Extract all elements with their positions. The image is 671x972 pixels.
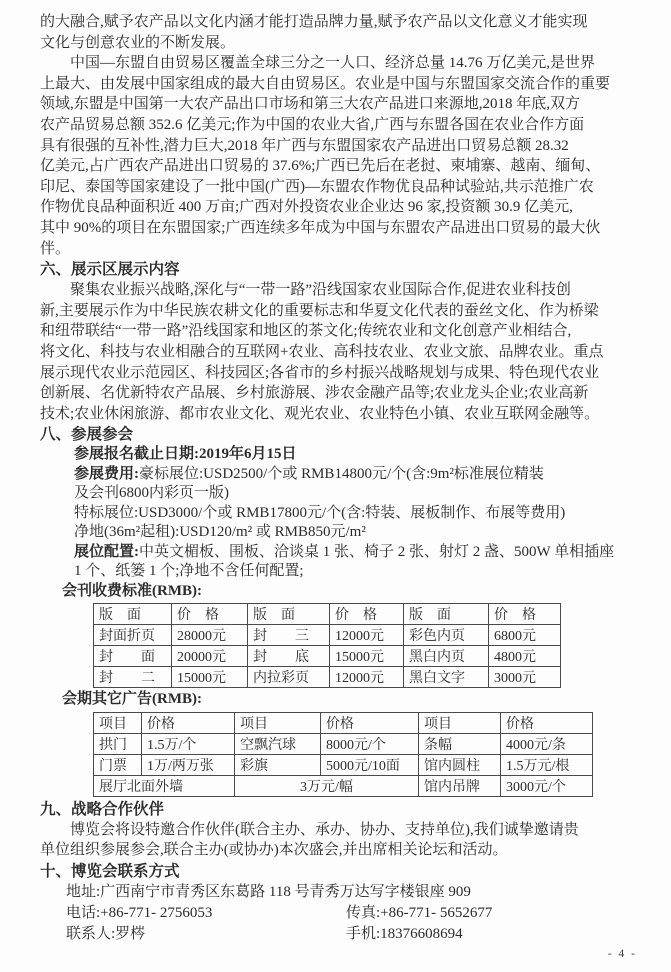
journal-table-title: 会刊收费标准(RMB):: [62, 582, 202, 599]
fax-label: 传真:+86-771- 5652677: [346, 904, 493, 921]
text-line: 农产品贸易总额 352.6 亿美元;作为中国的农业大省,广西与东盟各国在农业合作方面: [40, 116, 585, 133]
table-cell: 门票: [94, 754, 142, 775]
table-cell: 空飘汽球: [235, 733, 321, 754]
table-cell: 5000元/10面: [321, 754, 419, 775]
table-cell: 1.5万元/根: [501, 754, 593, 775]
table-header-row: [94, 712, 593, 733]
table-header-cell: 价格: [501, 712, 593, 733]
text-line: 具有很强的互补性,潜力巨大,2018 年广西与东盟国家农产品进出口贸易总额 28.32: [40, 137, 569, 154]
table-cell: 封 面: [94, 646, 172, 667]
table-cell: 馆内圆柱: [419, 754, 501, 775]
text-line: 展位配置:中英文楣板、围板、洽谈桌 1 张、椅子 2 张、射灯 2 盏、500W 单相插座: [74, 543, 615, 560]
table-cell: 黑白内页: [404, 646, 489, 667]
table-row: [94, 646, 561, 667]
table-cell: 15000元: [172, 667, 248, 688]
table-header-row: [94, 604, 561, 625]
contact-mobile-row: [66, 924, 633, 945]
table-cell: 拱门: [94, 733, 142, 754]
table-header-cell: 版 面: [94, 604, 172, 625]
table-cell: 4000元/条: [501, 733, 593, 754]
text-line: 创新展、名优新特农产品展、乡村旅游展、涉农金融产品等;农业龙头企业;农业高新: [40, 385, 589, 402]
table-cell: 12000元: [330, 625, 404, 646]
text-line: 参展费用:豪标展位:USD2500/个或 RMB14800元/个(含:9m²标准展位精装: [74, 465, 544, 482]
table-cell: 4800元: [489, 646, 561, 667]
text-line: 及会刊6800内彩页一版): [74, 485, 229, 502]
ads-price-table: [93, 712, 593, 797]
text-line: 中国—东盟自由贸易区覆盖全球三分之一人口、经济总量 14.76 万亿美元,是世界: [40, 55, 596, 72]
text-line: 的大融合,赋予农产品以文化内涵才能打造品牌力量,赋予农产品以文化意义才能实现: [40, 14, 588, 30]
text-line: 新,主要展示作为中华民族农耕文化的重要标志和华夏文化代表的蚕丝文化、作为桥梁: [40, 302, 599, 319]
table-row: [94, 754, 593, 775]
table-header-cell: 价 格: [172, 604, 248, 625]
table-row: [94, 667, 561, 688]
table-cell: 封 二: [94, 667, 172, 688]
table-cell: 黑白文字: [404, 667, 489, 688]
text-line: 1 个、纸篓 1 个;净地不含任何配置;: [74, 563, 304, 580]
table-row: [94, 733, 593, 754]
table-cell: 1.5万/个: [142, 733, 235, 754]
text-line: 展示现代农业示范园区、科技园区;各省市的乡村振兴战略规划与成果、特色现代农业: [40, 364, 600, 381]
table-header-cell: 项目: [235, 712, 321, 733]
table-header-cell: 版 面: [404, 604, 489, 625]
section10-heading: 十、博览会联系方式: [40, 862, 180, 880]
section8-heading: 八、参展参会: [40, 426, 134, 444]
text-line: 技术;农业休闲旅游、都市农业文化、观光农业、农业特色小镇、农业互联网金融等。: [40, 405, 600, 422]
table-cell: 封 三: [248, 625, 330, 646]
journal-price-table: [93, 603, 561, 688]
table-cell: 馆内吊牌: [419, 775, 501, 796]
mobile-label: 手机:18376608694: [346, 925, 463, 942]
section9-paragraph: [40, 820, 633, 861]
table-cell: 3万元/幅: [235, 775, 419, 796]
contact-block: [66, 882, 633, 945]
text-line: 特标展位:USD3000/个或 RMB17800元/个(含:特装、展板制作、布展等费用): [74, 504, 566, 521]
table-cell: 6800元: [489, 625, 561, 646]
table-header-cell: 项目: [94, 712, 142, 733]
section8-details: [74, 445, 633, 582]
text-line: 参展报名截止日期:2019年6月15日: [74, 446, 297, 463]
text-line: 单位组织参展参会,联合主办(或协办)本次盛会,并出席相关论坛和活动。: [40, 842, 508, 859]
text-line: 亿美元,占广西农产品进出口贸易的 37.6%;广西已先后在老挝、柬埔寨、越南、缅甸、: [40, 158, 601, 175]
table-cell: 内拉彩页: [248, 667, 330, 688]
table-cell: 3000元/个: [501, 775, 593, 796]
table-header-cell: 价格: [321, 712, 419, 733]
text-line: 聚集农业振兴战略,深化与“一带一路”沿线国家农业国际合作,促进农业科技创: [40, 282, 571, 299]
table-cell: 28000元: [172, 625, 248, 646]
address-line: 地址:广西南宁市青秀区东葛路 118 号青秀万达写字楼银座 909: [66, 883, 471, 900]
text-line: 伴。: [40, 240, 71, 257]
text-line: 印尼、泰国等国家建设了一批中国(广西)—东盟农作物优良品种试验站,共示范推广农: [40, 178, 594, 195]
section6-heading: 六、展示区展示内容: [40, 261, 180, 279]
text-line: 净地(36m²起租):USD120/m² 或 RMB850元/m²: [74, 524, 366, 541]
table-header-cell: 价格: [142, 712, 235, 733]
text-line: 博览会将设特邀合作伙伴(联合主办、承办、协办、支持单位),我们诚挚邀请贵: [40, 821, 579, 838]
table-cell: 12000元: [330, 667, 404, 688]
text-line: 将文化、科技与农业相融合的互联网+农业、高科技农业、农业文旅、品牌农业。重点: [40, 343, 604, 360]
text-line: 文化与创意农业的不断发展。: [40, 34, 236, 51]
section6-paragraph: [40, 280, 633, 424]
page-number: - 4 -: [607, 948, 637, 960]
table-cell: 8000元/个: [321, 733, 419, 754]
text-line: 领域,东盟是中国第一大农产品出口市场和第三大农产品进口来源地,2018 年底,双方: [40, 96, 581, 113]
ads-table-title: 会期其它广告(RMB):: [62, 691, 202, 708]
table-cell: 15000元: [330, 646, 404, 667]
table-header-cell: 版 面: [248, 604, 330, 625]
table-cell: 条幅: [419, 733, 501, 754]
text-line: 其中 90%的项目在东盟国家;广西连续多年成为中国与东盟农产品进出口贸易的最大伙: [40, 219, 601, 236]
table-cell: 封 底: [248, 646, 330, 667]
table-cell: 彩色内页: [404, 625, 489, 646]
contact-person-label: 联系人:罗梣: [66, 925, 146, 942]
table-cell: 封面折页: [94, 625, 172, 646]
table-row: [94, 775, 593, 796]
table-cell: 3000元: [489, 667, 561, 688]
table-cell: 1万/两万张: [142, 754, 235, 775]
table-cell: 20000元: [172, 646, 248, 667]
phone-label: 电话:+86-771- 2756053: [66, 904, 213, 921]
intro-paragraph-2: [40, 53, 633, 259]
text-line: 作物优良品种面积近 400 万亩;广西对外投资农业企业达 96 家,投资额 30.9 亿美元,: [40, 199, 573, 216]
table-header-cell: 价 格: [489, 604, 561, 625]
text-line: 上最大、由发展中国家组成的最大自由贸易区。农业是中国与东盟国家交流合作的重要: [40, 75, 611, 92]
table-header-cell: 项目: [419, 712, 501, 733]
intro-paragraph-1: [40, 12, 633, 53]
section9-heading: 九、战略合作伙伴: [40, 800, 165, 818]
text-line: 和纽带联结“一带一路”沿线国家和地区的茶文化;传统农业和文化创意产业相结合,: [40, 323, 572, 340]
phone-fax-row: [66, 903, 633, 924]
table-cell: 彩旗: [235, 754, 321, 775]
table-header-cell: 价 格: [330, 604, 404, 625]
table-row: [94, 625, 561, 646]
table-cell: 展厅北面外墙: [94, 775, 235, 796]
